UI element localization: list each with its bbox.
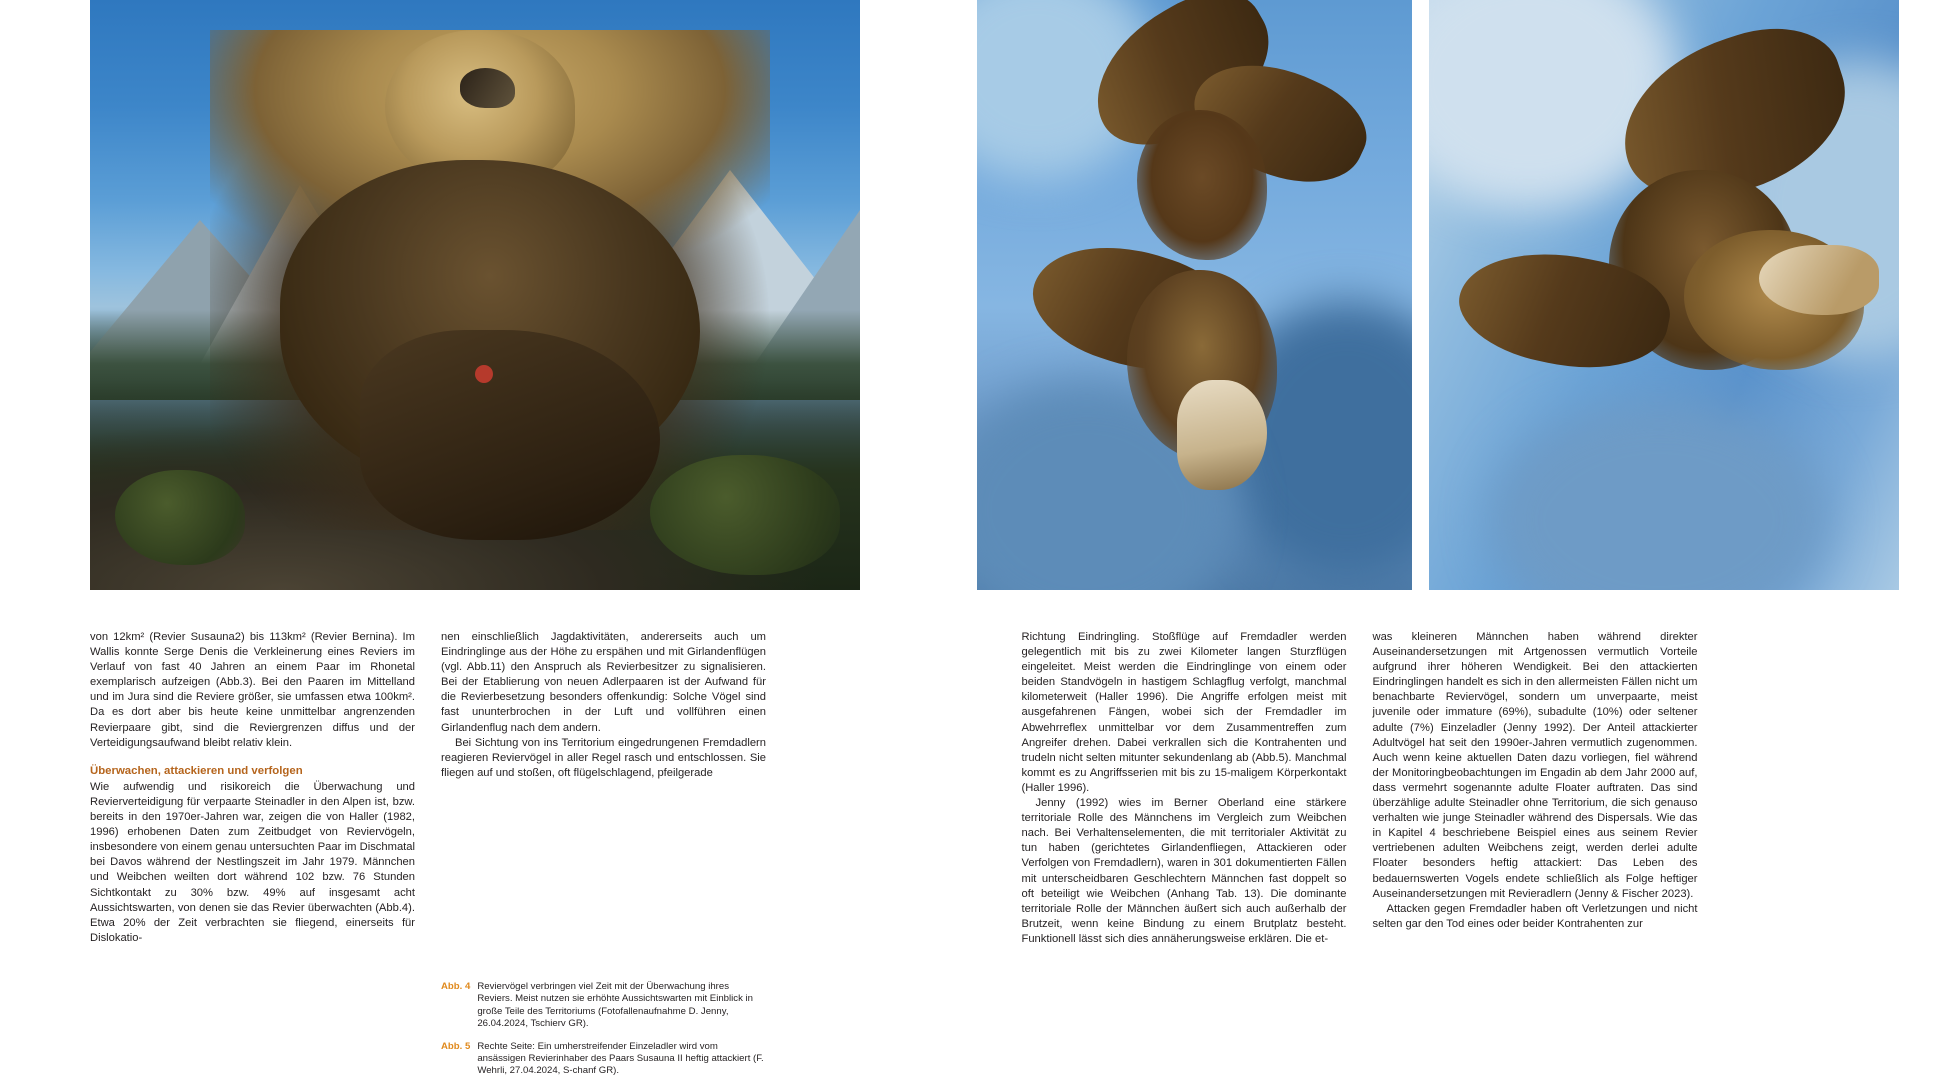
paragraph: Bei Sichtung von ins Territorium eingedrungenen Fremdadlern reagieren Reviervögel in aller Regel rasch und entschlossen. Sie fliegen auf und stoßen, oft flügelschlagend, pfeilgerade: [441, 736, 766, 779]
paragraph: Wie aufwendig und risikoreich die Überwachung und Revierverteidigung für verpaarte Steinadler in den Alpen ist, bzw. bereits in den 1970er-Jahren war, zeigen die von Haller (1982, 1996) erhobenen Daten zum Zeitbudget von Reviervögeln, insbesondere von einem genau untersuchten Paar im Dischmatal bei Davos während der Nestlingszeit im Jahr 1979. Männchen und Weibchen weilten dort während 102 bzw. 76 Stunden Sichtkontakt zu 30% bzw. 49% auf insgesamt acht Aussichtswarten, von denen sie das Revier überwachten (Abb.4). Etwa 20% der Zeit verbrachten sie fliegend, einerseits für Dislokatio-: [90, 780, 415, 944]
caption-label: Abb. 5: [441, 1040, 471, 1052]
figure-eagle-perched: [90, 0, 860, 590]
paragraph: nen einschließlich Jagdaktivitäten, andererseits auch um Eindringlinge aus der Höhe zu erspähen und mit Girlandenflügen (vgl. Abb.11) den Anspruch als Revierbesitzer zu signalisieren. Bei der Etablierung von neuen Adlerpaaren ist der Aufwand für die Revierbesetzung besonders offenkundig: Solche Vögel sind fast ununterbrochen in der Luft und vollführen einen Girlandenflug nach dem andern.: [441, 631, 766, 734]
paragraph: Jenny (1992) wies im Berner Oberland eine stärkere territoriale Rolle des Männchens im Vergleich zum Weibchen nach. Bei Verhaltenselementen, die mit territorialer Aktivität zu tun haben (gerichtetes Girlandenfliegen, Attackieren oder Verfolgen von Fremdadlern), waren in 301 dokumentierten Fällen mit unterscheidbaren Geschlechtern Männchen fast doppelt so oft beteiligt wie Weibchen (Anhang Tab. 13). Die dominante territoriale Rolle der Männchen äußert sich auch außerhalb der Brutzeit, wenn keine Bindung zu einem Brutplatz besteht. Funktionell lässt sich dies annäherungsweise erklären. Die et-: [1021, 797, 1347, 945]
caption-label: Abb. 4: [441, 980, 471, 992]
paragraph: Richtung Eindringling. Stoßflüge auf Fremdadler werden gelegentlich mit bis zu zwei Kilometer langen Sturzflügen eingeleitet. Meist werden die Eindringlinge von einem oder beiden Standvögeln in hastigem Schlagflug verfolgt, manchmal kilometerweit (Haller 1996). Die Angriffe erfolgen meist mit ausgefahrenen Fängen, wobei sich der Fremdadler im Abwehrreflex unmittelbar vor dem Zusammentreffen zum Angreifer drehen. Dabei verkrallen sich die Kontrahenten und trudeln nicht selten mitunter sekundenlang ab (Abb.5). Manchmal kommt es zu Angriffsserien mit bis zu 15-maligem Körperkontakt (Haller 1996).: [1021, 631, 1347, 794]
column-2: [441, 630, 766, 1078]
right-page: [977, 0, 1953, 1080]
figure-eagles-fighting: [977, 0, 1412, 590]
right-text-columns: [1022, 630, 1698, 947]
figure-eagle-attack: [1429, 0, 1899, 590]
foreground-shrub: [115, 470, 245, 565]
paragraph: von 12km² (Revier Susauna2) bis 113km² (Revier Bernina). Im Wallis konnte Serge Denis die Verkleinerung eines Reviers im Verlauf von fast 40 Jahren an einem Paar im Rhonetal exemplarisch aufzeigen (Abb.3). Bei den Paaren im Mittelland und im Jura sind die Reviere größer, sie umfassen etwa 100km². Da es dort aber bis heute keine unmittelbar angrenzenden Revierpaare gibt, sind die Reviergrenzen diffus und der Verteidigungsaufwand bleibt relativ klein.: [90, 631, 415, 749]
column-3: [1022, 630, 1347, 947]
eagle-silhouette: [210, 30, 770, 530]
caption-spacer: [441, 781, 766, 981]
section-subheading: Überwachen, attackieren und verfolgen: [90, 764, 303, 777]
column-4: [1373, 630, 1698, 947]
paragraph: Attacken gegen Fremdadler haben oft Verletzungen und nicht selten gar den Tod eines oder beider Kontrahenten zur: [1372, 902, 1698, 930]
column-1: [90, 630, 415, 1078]
caption-text: Reviervögel verbringen viel Zeit mit der Überwachung ihres Reviers. Meist nutzen sie erhöhte Aussichtswarten mit Einblick in große Teile des Territoriums (Fotofallenaufnahme D. Jenny, 26.04.2024, Tschierv GR).: [477, 980, 753, 1030]
figure-caption-abb4: [441, 981, 766, 1031]
left-text-columns: [90, 630, 766, 1078]
paragraph: was kleineren Männchen haben während direkter Auseinandersetzungen mit Artgenossen vermutlich Vorteile aufgrund ihrer höheren Wendigkeit. Bei den attackierten Eindringlingen handelt es sich in den allermeisten Fällen nicht um benachbarte Reviervögel, sondern um unverpaarte, meist juvenile oder immature (69%), subadulte (10%) oder seltener adulte (7%) Einzeladler (Jenny 1992). Der Anteil attackierter Adultvögel hat seit den 1990er-Jahren vermutlich zugenommen. Auch wenn keine aktuellen Daten dazu vorliegen, fiel während der Monitoringbeobachtungen im Engadin ab dem Jahr 2000 auf, dass vermehrt sogenannte adulte Floater auftraten. Das sind überzählige adulte Steinadler ohne Territorium, die sich genauso verhalten wie junge Steinadler während des Dispersals. Wie das in Kapitel 4 beschriebene Beispiel eines aus seinem Revier vertriebenen adulten Weibchens zeigt, werden derlei adulte Floater besonders heftig attackiert: Das Leben des bedauernswerten Vogels endete schließlich als Folge heftiger Auseinandersetzungen mit Revieradlern (Jenny & Fischer 2023).: [1372, 631, 1698, 900]
caption-text: Rechte Seite: Ein umherstreifender Einzeladler wird vom ansässigen Revierinhaber des Paars Susauna II heftig attackiert (F. Wehrli, 27.04.2024, S-chanf GR).: [477, 1040, 764, 1077]
figure-caption-abb5: [441, 1041, 766, 1078]
